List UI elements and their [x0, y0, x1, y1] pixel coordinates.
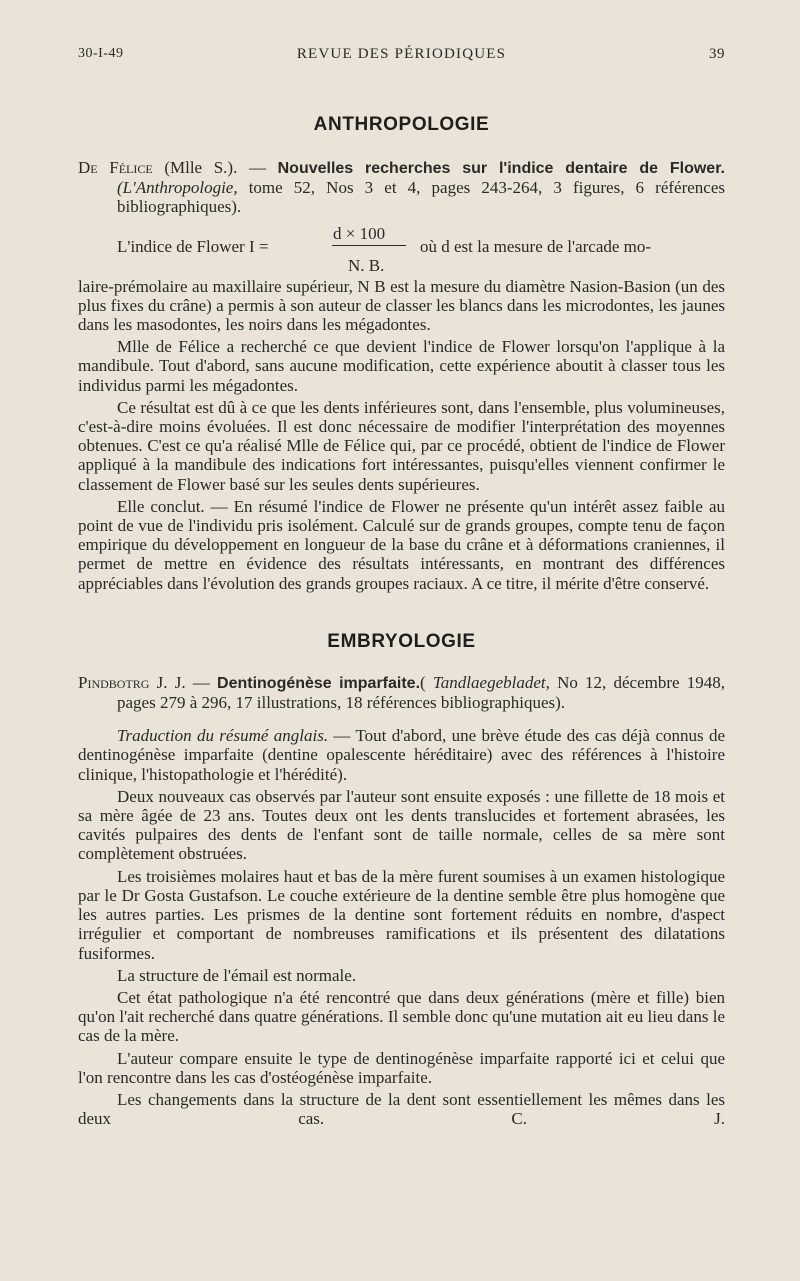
article-title: Dentinogénèse imparfaite.: [217, 674, 421, 692]
paragraph: L'auteur compare ensuite le type de dentinogénèse imparfaite rapporté ici et celui que l'on rencontre dans les cas d'ostéogénèse imparfaite.: [78, 1048, 725, 1087]
paragraph: Cet état pathologique n'a été rencontré que dans deux générations (mère et fille) bien qu'on l'ait recherché dans quatre générations. Il semble donc qu'une mutation ait eu lieu dans le cas de la mère.: [78, 987, 725, 1046]
formula-lhs: L'indice de Flower I =: [117, 236, 269, 256]
formula-numerator: d × 100: [333, 223, 386, 243]
issue-date: 30-I-49: [78, 46, 124, 61]
flower-index-formula: [78, 217, 725, 277]
paragraph: Deux nouveaux cas observés par l'auteur sont ensuite exposés : une fillette de 18 mois et sa mère âgée de 23 ans. Toutes deux ont les dents translucides et fortement abrasées, les cavités pulpaires des dents de l'enfant sont de taille normale, celles de sa mère sont complètement obstruées.: [78, 786, 725, 864]
reference-anthropologie: De Félice (Mlle S.). — Nouvelles recherches sur l'indice dentaire de Flower. (L'Anthropologie, tome 52, Nos 3 et 4, pages 243-264, 3 figures, 6 références bibliographiques).: [78, 158, 725, 217]
journal-section-title: REVUE DES PÉRIODIQUES: [296, 46, 507, 62]
formula-rhs: où d est la mesure de l'arcade mo-: [420, 236, 652, 256]
journal-name: Tandlaegebladet,: [432, 672, 550, 692]
translation-label: Traduction du résumé anglais.: [117, 726, 329, 746]
formula-denominator: N. B.: [348, 255, 385, 275]
author-name: De Félice: [78, 158, 153, 177]
running-head: [78, 46, 725, 68]
paragraph: La structure de l'émail est normale.: [117, 965, 357, 985]
fraction-bar: [332, 245, 406, 246]
author-name: Pindbotrg: [78, 672, 150, 692]
paragraph: Ce résultat est dû à ce que les dents inférieures sont, dans l'ensemble, plus volumineuses, c'est-à-dire moins évoluées. Il est donc nécessaire de modifier l'interprétation des moyennes obtenues. C'est ce qu'a réalisé Mlle de Félice qui, par ce procédé, obtient de l'indice de Flower appliqué à la mandibule des indications fort intéressantes, puisqu'elles viennent confirmer le classement de Flower basé sur les seules dents supérieures.: [78, 397, 725, 494]
article-title: Nouvelles recherches sur l'indice dentaire de Flower.: [277, 160, 725, 177]
signature: C. J.: [511, 1109, 725, 1129]
paragraph: Traduction du résumé anglais. — Tout d'abord, une brève étude des cas déjà connus de dentinogénèse imparfaite (dentine opalescente héréditaire) avec des références à l'histoire clinique, l'histopathologie et l'hérédité).: [78, 726, 725, 784]
paragraph: Les changements dans la structure de la dent sont essentiellement les mêmes dans les deux cas. C. J.: [78, 1089, 725, 1129]
reference-embryologie: Pindbotrg J. J. — Dentinogénèse imparfaite.( Tandlaegebladet, No 12, décembre 1948, pages 279 à 296, 17 illustrations, 18 références bibliographiques).: [78, 672, 726, 713]
section-title-anthropologie: ANTHROPOLOGIE: [313, 114, 490, 135]
page-number: 39: [709, 46, 725, 62]
paragraph: laire-prémolaire au maxillaire supérieur, N B est la mesure du diamètre Nasion-Basion (un des plus fixes du crâne) a permis à son auteur de classer les blancs dans les microdontes, les jaunes dans les masodontes, les noirs dans les mégadontes.: [78, 276, 725, 335]
section-title-embryologie: EMBRYOLOGIE: [327, 630, 476, 652]
paragraph: Mlle de Félice a recherché ce que devient l'indice de Flower lorsqu'on l'applique à la mandibule. Tout d'abord, sans aucune modification, cette expérience aboutit à classer tous les individus parmi les mégadontes.: [78, 337, 725, 395]
paragraph: Elle conclut. — En résumé l'indice de Flower ne présente qu'un intérêt assez faible au point de vue de l'individu pris isolément. Calculé sur de grands groupes, compte tenu de façon empirique du développement en longueur de la base du crâne et à déformations craniennes, il permet de mettre en évidence des résultats intéressants, en montrant des différences appréciables dans l'évolution des grands groupes raciaux. A ce titre, il mérite d'être conservé.: [78, 496, 725, 593]
paragraph: Les troisièmes molaires haut et bas de la mère furent soumises à un examen histologique par le Dr Gosta Gustafson. Le couche extérieure de la dentine semble être plus homogène que les autres parties. Les prismes de la dentine sont fortement réduits en nombre, d'aspect irrégulier et comportant de nombreuses ramifications et ils présentent des dilatations fusiformes.: [78, 866, 725, 963]
journal-name: (L'Anthropologie,: [117, 178, 238, 198]
